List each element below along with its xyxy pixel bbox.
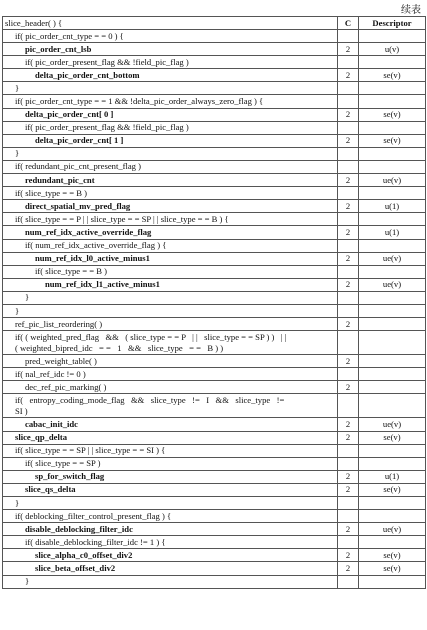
table-header-row bbox=[3, 17, 426, 30]
table-row bbox=[3, 213, 426, 226]
table-row bbox=[3, 483, 426, 496]
descriptor-cell: ue(v) bbox=[359, 418, 426, 431]
table-row bbox=[3, 43, 426, 56]
category-cell: 2 bbox=[338, 431, 359, 444]
descriptor-cell: se(v) bbox=[359, 431, 426, 444]
table-row bbox=[3, 252, 426, 265]
syntax-cell: if( slice_type = = SP ) bbox=[3, 457, 338, 470]
table-row bbox=[3, 147, 426, 160]
descriptor-cell: ue(v) bbox=[359, 523, 426, 536]
category-cell: 2 bbox=[338, 483, 359, 496]
table-row bbox=[3, 523, 426, 536]
table-row bbox=[3, 549, 426, 562]
category-cell: 2 bbox=[338, 252, 359, 265]
category-cell bbox=[338, 147, 359, 160]
category-cell: 2 bbox=[338, 174, 359, 187]
descriptor-cell: u(1) bbox=[359, 470, 426, 483]
category-cell bbox=[338, 121, 359, 134]
table-row bbox=[3, 431, 426, 444]
syntax-cell: delta_pic_order_cnt[ 1 ] bbox=[3, 134, 338, 147]
syntax-cell: if( slice_type = = SP | | slice_type = = SI ) { bbox=[3, 444, 338, 457]
descriptor-cell bbox=[359, 95, 426, 108]
table-row bbox=[3, 355, 426, 368]
descriptor-cell: u(1) bbox=[359, 200, 426, 213]
category-cell bbox=[338, 394, 359, 418]
category-cell: 2 bbox=[338, 200, 359, 213]
category-cell bbox=[338, 187, 359, 200]
syntax-cell: ref_pic_list_reordering( ) bbox=[3, 318, 338, 331]
syntax-cell: redundant_pic_cnt bbox=[3, 174, 338, 187]
descriptor-cell bbox=[359, 82, 426, 95]
category-cell bbox=[338, 536, 359, 549]
syntax-cell: if( entropy_coding_mode_flag && slice_type != I && slice_type != SI ) bbox=[3, 394, 338, 418]
category-cell: 2 bbox=[338, 318, 359, 331]
syntax-cell: cabac_init_idc bbox=[3, 418, 338, 431]
category-cell bbox=[338, 304, 359, 317]
descriptor-cell: se(v) bbox=[359, 134, 426, 147]
category-cell: 2 bbox=[338, 69, 359, 82]
syntax-cell: } bbox=[3, 82, 338, 95]
descriptor-cell bbox=[359, 497, 426, 510]
descriptor-cell: se(v) bbox=[359, 549, 426, 562]
syntax-cell: delta_pic_order_cnt[ 0 ] bbox=[3, 108, 338, 121]
table-row bbox=[3, 121, 426, 134]
table-row bbox=[3, 381, 426, 394]
table-row bbox=[3, 30, 426, 43]
descriptor-cell bbox=[359, 265, 426, 278]
table-row bbox=[3, 575, 426, 588]
descriptor-cell: ue(v) bbox=[359, 278, 426, 291]
category-cell: 2 bbox=[338, 278, 359, 291]
syntax-cell: slice_qs_delta bbox=[3, 483, 338, 496]
syntax-cell: if( disable_deblocking_filter_idc != 1 ) { bbox=[3, 536, 338, 549]
syntax-cell: sp_for_switch_flag bbox=[3, 470, 338, 483]
category-cell: 2 bbox=[338, 470, 359, 483]
category-cell bbox=[338, 160, 359, 173]
header-c: C bbox=[338, 17, 359, 30]
descriptor-cell bbox=[359, 355, 426, 368]
table-row bbox=[3, 69, 426, 82]
table-row bbox=[3, 56, 426, 69]
syntax-cell: if( num_ref_idx_active_override_flag ) { bbox=[3, 239, 338, 252]
syntax-cell: num_ref_idx_l1_active_minus1 bbox=[3, 278, 338, 291]
descriptor-cell: se(v) bbox=[359, 483, 426, 496]
descriptor-cell bbox=[359, 291, 426, 304]
syntax-cell: if( redundant_pic_cnt_present_flag ) bbox=[3, 160, 338, 173]
syntax-cell: slice_alpha_c0_offset_div2 bbox=[3, 549, 338, 562]
table-row bbox=[3, 239, 426, 252]
descriptor-cell bbox=[359, 368, 426, 381]
descriptor-cell bbox=[359, 239, 426, 252]
descriptor-cell bbox=[359, 318, 426, 331]
category-cell: 2 bbox=[338, 226, 359, 239]
category-cell: 2 bbox=[338, 134, 359, 147]
category-cell bbox=[338, 331, 359, 355]
table-row bbox=[3, 174, 426, 187]
descriptor-cell: se(v) bbox=[359, 69, 426, 82]
category-cell: 2 bbox=[338, 108, 359, 121]
category-cell bbox=[338, 444, 359, 457]
category-cell: 2 bbox=[338, 43, 359, 56]
table-row bbox=[3, 278, 426, 291]
descriptor-cell bbox=[359, 121, 426, 134]
table-row bbox=[3, 536, 426, 549]
category-cell bbox=[338, 497, 359, 510]
descriptor-cell bbox=[359, 444, 426, 457]
syntax-cell: } bbox=[3, 497, 338, 510]
table-row bbox=[3, 108, 426, 121]
descriptor-cell: u(1) bbox=[359, 226, 426, 239]
category-cell bbox=[338, 56, 359, 69]
header-syntax: slice_header( ) { bbox=[3, 17, 338, 30]
category-cell bbox=[338, 213, 359, 226]
category-cell bbox=[338, 575, 359, 588]
category-cell bbox=[338, 82, 359, 95]
table-row bbox=[3, 200, 426, 213]
syntax-cell: disable_deblocking_filter_idc bbox=[3, 523, 338, 536]
descriptor-cell bbox=[359, 457, 426, 470]
syntax-cell: } bbox=[3, 304, 338, 317]
table-row bbox=[3, 562, 426, 575]
table-row bbox=[3, 331, 426, 355]
category-cell bbox=[338, 291, 359, 304]
category-cell: 2 bbox=[338, 562, 359, 575]
syntax-cell: if( slice_type = = B ) bbox=[3, 265, 338, 278]
syntax-cell: if( pic_order_cnt_type = = 0 ) { bbox=[3, 30, 338, 43]
syntax-cell: if( nal_ref_idc != 0 ) bbox=[3, 368, 338, 381]
descriptor-cell: ue(v) bbox=[359, 174, 426, 187]
table-row bbox=[3, 82, 426, 95]
syntax-cell: num_ref_idx_l0_active_minus1 bbox=[3, 252, 338, 265]
table-row bbox=[3, 187, 426, 200]
category-cell bbox=[338, 457, 359, 470]
descriptor-cell bbox=[359, 160, 426, 173]
table-row bbox=[3, 470, 426, 483]
table-row bbox=[3, 134, 426, 147]
descriptor-cell bbox=[359, 213, 426, 226]
syntax-cell: if( pic_order_cnt_type = = 1 && !delta_pic_order_always_zero_flag ) { bbox=[3, 95, 338, 108]
descriptor-cell bbox=[359, 394, 426, 418]
syntax-cell: dec_ref_pic_marking( ) bbox=[3, 381, 338, 394]
table-row bbox=[3, 418, 426, 431]
syntax-cell: slice_qp_delta bbox=[3, 431, 338, 444]
table-row bbox=[3, 226, 426, 239]
table-row bbox=[3, 160, 426, 173]
descriptor-cell: ue(v) bbox=[359, 252, 426, 265]
category-cell bbox=[338, 95, 359, 108]
table-row bbox=[3, 95, 426, 108]
descriptor-cell: se(v) bbox=[359, 108, 426, 121]
table-row bbox=[3, 368, 426, 381]
syntax-cell: } bbox=[3, 147, 338, 160]
syntax-cell: pred_weight_table( ) bbox=[3, 355, 338, 368]
descriptor-cell bbox=[359, 575, 426, 588]
descriptor-cell bbox=[359, 187, 426, 200]
syntax-cell: if( pic_order_present_flag && !field_pic_flag ) bbox=[3, 56, 338, 69]
category-cell: 2 bbox=[338, 523, 359, 536]
syntax-cell: } bbox=[3, 291, 338, 304]
syntax-cell: num_ref_idx_active_override_flag bbox=[3, 226, 338, 239]
category-cell bbox=[338, 239, 359, 252]
continuation-label: 续表 bbox=[401, 5, 421, 16]
table-row bbox=[3, 497, 426, 510]
descriptor-cell bbox=[359, 30, 426, 43]
syntax-cell: slice_beta_offset_div2 bbox=[3, 562, 338, 575]
descriptor-cell: se(v) bbox=[359, 562, 426, 575]
descriptor-cell bbox=[359, 510, 426, 523]
descriptor-cell bbox=[359, 56, 426, 69]
descriptor-cell bbox=[359, 304, 426, 317]
category-cell: 2 bbox=[338, 355, 359, 368]
header-descriptor: Descriptor bbox=[359, 17, 426, 30]
table-row bbox=[3, 457, 426, 470]
syntax-cell: if( ( weighted_pred_flag && ( slice_type = = P | | slice_type = = SP ) ) | | ( weighted_bipred_idc = = 1 && slice_type = = B ) ) bbox=[3, 331, 338, 355]
category-cell bbox=[338, 30, 359, 43]
syntax-table-body bbox=[3, 30, 426, 589]
syntax-table bbox=[2, 16, 426, 589]
descriptor-cell bbox=[359, 147, 426, 160]
syntax-cell: direct_spatial_mv_pred_flag bbox=[3, 200, 338, 213]
table-row bbox=[3, 394, 426, 418]
category-cell bbox=[338, 265, 359, 278]
syntax-cell: } bbox=[3, 575, 338, 588]
descriptor-cell bbox=[359, 331, 426, 355]
syntax-cell: if( pic_order_present_flag && !field_pic_flag ) bbox=[3, 121, 338, 134]
table-row bbox=[3, 265, 426, 278]
syntax-cell: if( deblocking_filter_control_present_flag ) { bbox=[3, 510, 338, 523]
table-row bbox=[3, 304, 426, 317]
descriptor-cell bbox=[359, 536, 426, 549]
syntax-cell: if( slice_type = = P | | slice_type = = SP | | slice_type = = B ) { bbox=[3, 213, 338, 226]
syntax-cell: if( slice_type = = B ) bbox=[3, 187, 338, 200]
category-cell: 2 bbox=[338, 418, 359, 431]
category-cell: 2 bbox=[338, 549, 359, 562]
category-cell bbox=[338, 368, 359, 381]
category-cell bbox=[338, 510, 359, 523]
category-cell: 2 bbox=[338, 381, 359, 394]
table-row bbox=[3, 291, 426, 304]
table-row bbox=[3, 510, 426, 523]
descriptor-cell: u(v) bbox=[359, 43, 426, 56]
syntax-cell: delta_pic_order_cnt_bottom bbox=[3, 69, 338, 82]
table-row bbox=[3, 444, 426, 457]
syntax-cell: pic_order_cnt_lsb bbox=[3, 43, 338, 56]
table-row bbox=[3, 318, 426, 331]
descriptor-cell bbox=[359, 381, 426, 394]
